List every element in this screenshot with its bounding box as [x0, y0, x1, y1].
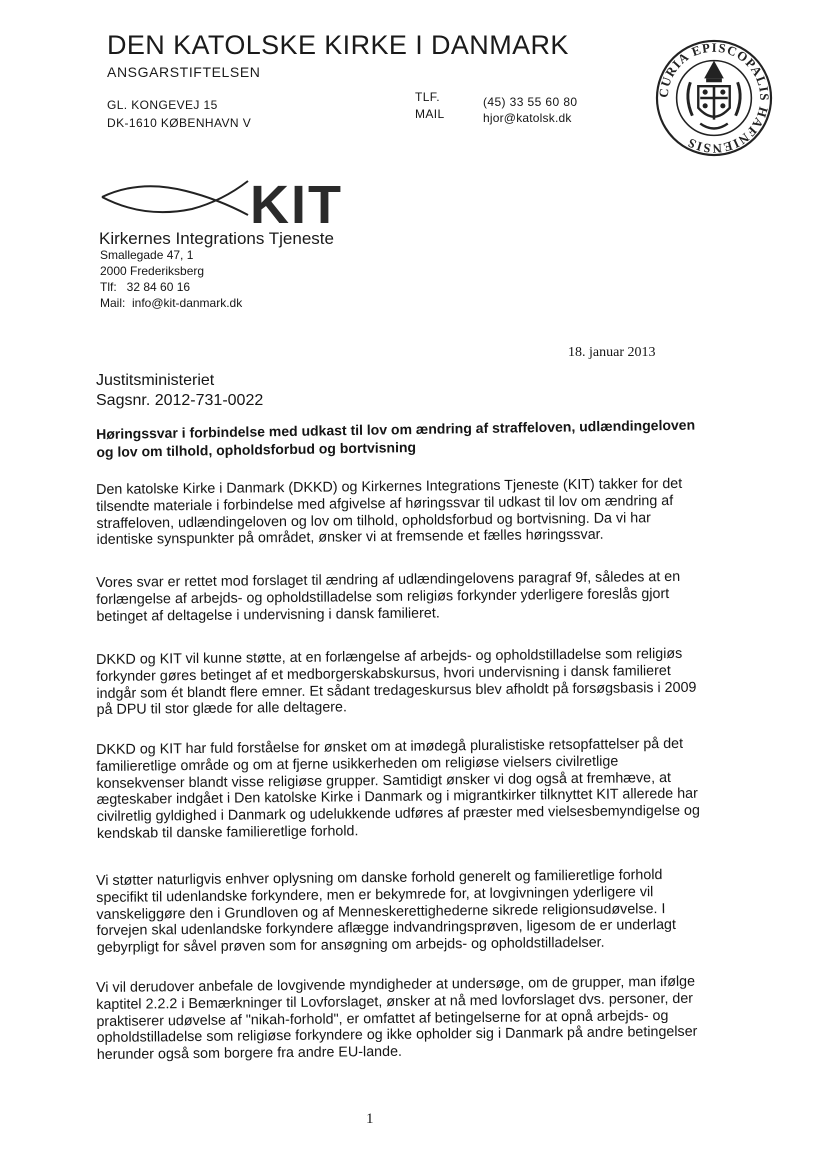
- letter-subject: Høringssvar i forbindelse med udkast til lov om ændring af straffeloven, udlændingeloven og lov om tilhold, opholdsforbud og bortvisning: [96, 416, 696, 460]
- paragraph-3: DKKD og KIT vil kunne støtte, at en forlængelse af arbejds- og opholdstilladelse som religiøs forkynder gøres betinget af et medborgerskabskursus, hvori undervisning i dansk familieret indgår som ét blandt flere emner. Et sådant tredageskursus blev afholdt på forsøgsbasis i 2009 på DPU til stor glæde for alle deltagere.: [96, 645, 697, 719]
- letter-date: 18. januar 2013: [568, 345, 656, 360]
- case-number: Sagsnr. 2012-731-0022: [96, 392, 264, 409]
- seal-text: CURIA EPISCOPALIS HAFNIENSIS: [656, 40, 772, 156]
- phone-label: TLF.: [415, 90, 440, 104]
- kit-phone: Tlf: 32 84 60 16: [100, 280, 191, 294]
- episcopal-seal-icon: [655, 39, 773, 157]
- kit-logo-text: KIT: [250, 175, 343, 230]
- kit-street: Smallegade 47, 1: [100, 248, 194, 262]
- mail-label: MAIL: [415, 107, 445, 121]
- paragraph-2: Vores svar er rettet mod forslaget til ændring af udlændingelovens paragraf 9f, således at en forlængelse af arbejds- og opholdstilladelse som religiøs forkynder yderligere foreslås gjort betinget af deltagelse i undervisning i dansk familieret.: [96, 568, 681, 625]
- organization-name: DEN KATOLSKE KIRKE I DANMARK: [107, 30, 569, 60]
- paragraph-1: Den katolske Kirke i Danmark (DKKD) og Kirkernes Integrations Tjeneste (KIT) takker for det tilsendte materiale i forbindelse med afgivelse af høringssvar til udkast til lov om ændring af straffeloven, udlændingeloven og lov om tilhold, opholdsforbud og bortvisning. Da vi har identiske synspunkter på området, ønsker vi at fremsende et fælles høringssvar.: [96, 475, 683, 549]
- mail-value: hjor@katolsk.dk: [483, 111, 572, 125]
- kit-fish-logo-icon: [100, 175, 362, 230]
- address-line-1: GL. KONGEVEJ 15: [107, 98, 218, 112]
- paragraph-4: DKKD og KIT har fuld forståelse for ønsket om at imødegå pluralistiske retsopfattelser på det familieretlige område og om at fjerne usikkerheden om religiøse vielsers civilretlige konsekvenser blandt visse religiøse grupper. Samtidigt ønsker vi dog også at fremhæve, at ægteskaber indgået i Den katolske Kirke i Danmark og i migrantkirker tilknyttet KIT allerede har civilretlig gyldighed i Danmark og udelukkende udføres af præster med vielsesbemyndigelse og kendskab til danske familieretlige forhold.: [96, 735, 701, 842]
- paragraph-5: Vi støtter naturligvis enhver oplysning om danske forhold generelt og familieretlige forhold specifikt til udenlandske forkyndere, men er bekymrede for, at lovgivningen yderligere vil vanskeliggøre den i Grundloven og af Menneskerettighederne sikrede religionsudøvelse. I forvejen skal udenlandske forkyndere aflægge indvandringsprøven, ligesom de er underlagt gebyrpligt for såvel prøven som for ansøgning om arbejds- og opholdstilladelser.: [96, 867, 677, 957]
- phone-value: (45) 33 55 60 80: [483, 95, 578, 109]
- address-line-2: DK-1610 KØBENHAVN V: [107, 116, 252, 130]
- organization-subtitle: ANSGARSTIFTELSEN: [107, 64, 261, 80]
- paragraph-6: Vi vil derudover anbefale de lovgivende myndigheder at undersøge, om de grupper, man ifølge kaptitel 2.2.2 i Bemærkninger til Lovforslaget, ønsker at nå med lovforslaget dvs. personer, der praktiserer udøvelse af "nikah-forhold", er omfattet af betingelserne for at opnå arbejds- og opholdstilladelse som religiøse forkyndere og ikke opholder sig i Danmark på andre betingelser herunder også som borgere fra andre EU-lande.: [96, 973, 698, 1064]
- kit-mail: Mail: info@kit-danmark.dk: [100, 296, 243, 310]
- kit-city: 2000 Frederiksberg: [100, 264, 205, 278]
- page-number: 1: [366, 1111, 374, 1127]
- recipient: Justitsministeriet: [96, 372, 215, 389]
- kit-organization-name: Kirkernes Integrations Tjeneste: [99, 229, 334, 248]
